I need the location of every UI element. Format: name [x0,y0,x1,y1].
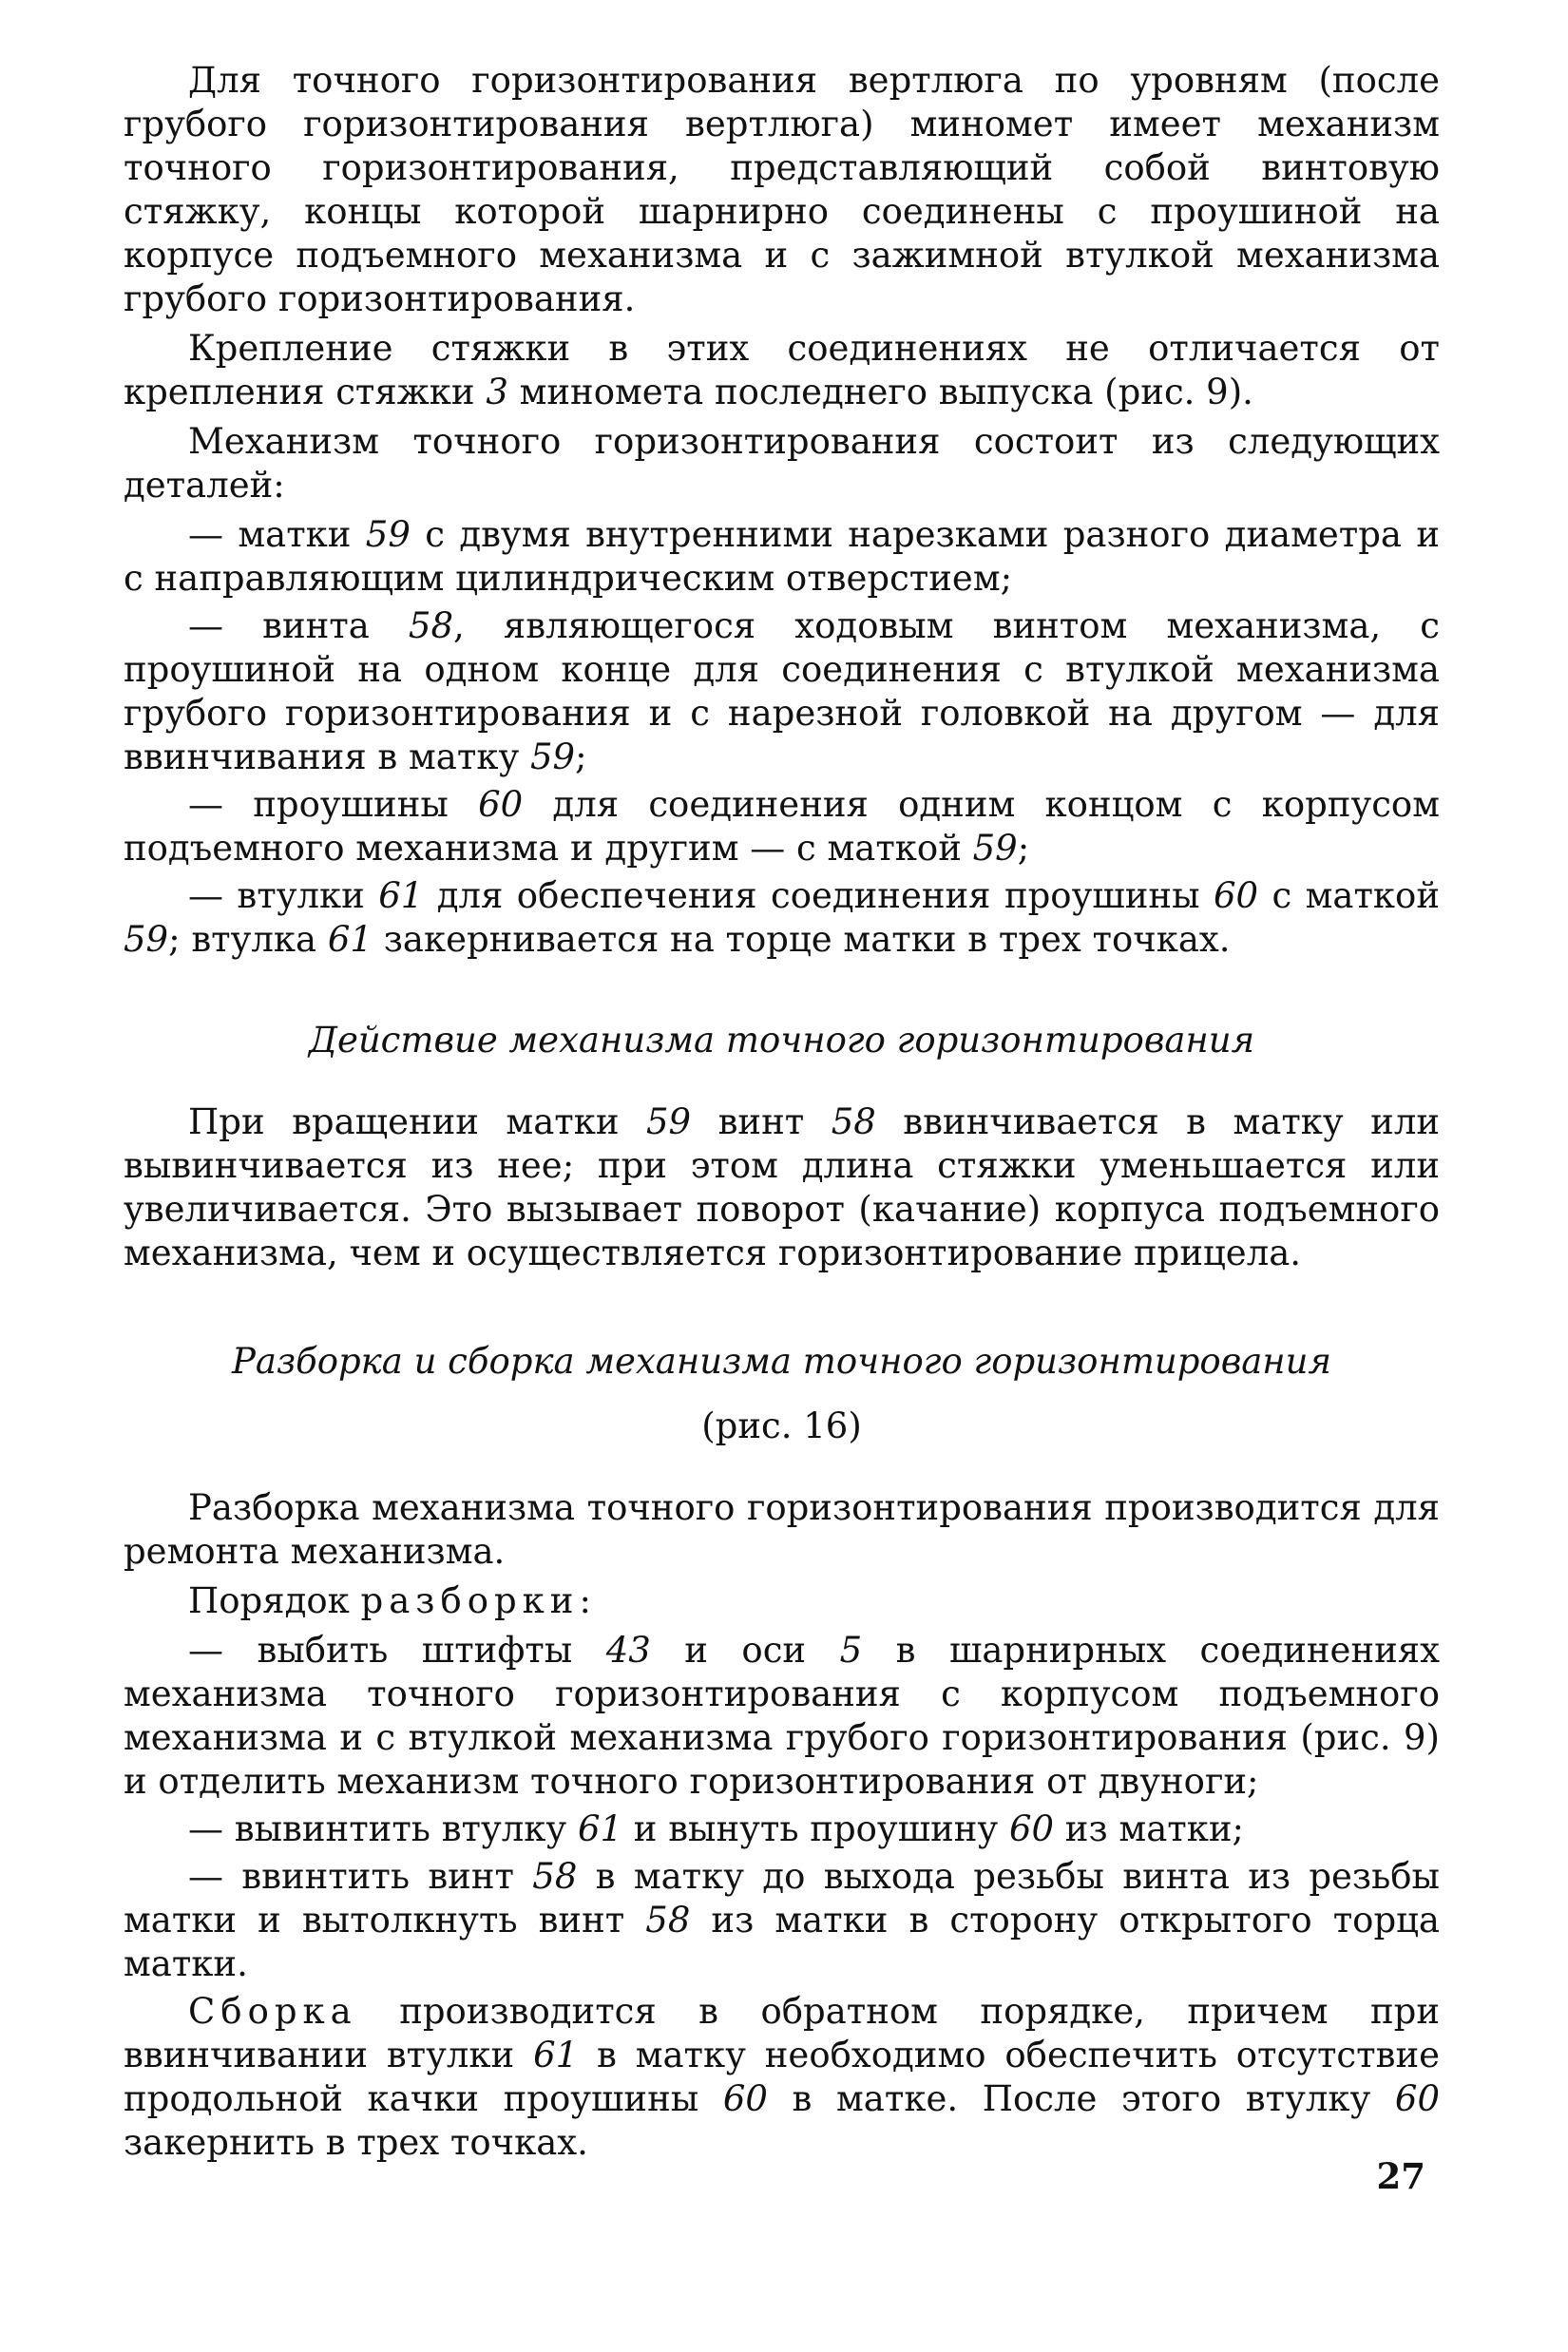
list-item-screw: — винта 58, являющегося ходовым винтом механизма, с проушиной на одном конце для соединения с втулкой механизма грубого горизонтирования и с нарезной головкой на другом — для ввинчивания в матку 59; [124,605,1440,777]
section-heading-operation: Действие механизма точного горизонтирования [308,1020,1255,1061]
paragraph-assembly: Сборка производится в обратном порядке, причем при ввинчивании втулки 61 в матку необходимо обеспечить отсутствие продольной качки проушины 60 в матке. После этого втулку 60 закернить в трех точках. [124,1991,1440,2163]
paragraph-disassembly-purpose: Разборка механизма точного горизонтирования производится для ремонта механизма. [124,1487,1440,1572]
paragraph-mounting: Крепление стяжки в этих соединениях не отличается от крепления стяжки 3 миномета последнего выпуска (рис. 9). [124,328,1440,412]
list-item-step-3: — ввинтить винт 58 в матку до выхода резьбы винта из резьбы матки и вытолкнуть винт 58 из матки в сторону открытого торца матки. [124,1856,1440,1984]
list-item-bushing: — втулки 61 для обеспечения соединения проушины 60 с маткой 59; втулка 61 закернивается на торце матки в трех точках. [124,875,1440,960]
figure-reference: (рис. 16) [701,1405,862,1446]
list-item-step-1: — выбить штифты 43 и оси 5 в шарнирных соединениях механизма точного горизонтирования с корпусом подъемного механизма и с втулкой механизма грубого горизонтирования (рис. 9) и отделить механизм точного горизонтирования от двуноги; [124,1630,1440,1802]
paragraph-operation: При вращении матки 59 винт 58 ввинчивается в матку или вывинчивается из нее; при этом длина стяжки уменьшается или увеличивается. Это вызывает поворот (качание) корпуса подъемного механизма, чем и осуществляется горизонтирование прицела. [124,1101,1440,1273]
list-item-step-2: — вывинтить втулку 61 и вынуть проушину 60 из матки; [188,1808,1244,1849]
document-page [124,59,1440,2170]
page-number: 27 [1376,2155,1425,2197]
paragraph-disassembly-order: Порядок разборки: [188,1580,591,1621]
paragraph-parts-intro: Механизм точного горизонтирования состоит из следующих деталей: [124,421,1440,506]
list-item-nut: — матки 59 с двумя внутренними нарезками разного диаметра и с направляющим цилиндрическим отверстием; [124,514,1440,599]
paragraph-intro: Для точного горизонтирования вертлюга по уровням (после грубого горизонтирования вертлюга) миномет имеет механизм точного горизонтирования, представляющий собой винтовую стяжку, концы которой шарнирно соединены с проушиной на корпусе подъемного механизма и с зажимной втулкой механизма грубого горизонтирования. [124,60,1440,319]
list-item-eyelet: — проушины 60 для соединения одним концом с корпусом подъемного механизма и другим — с маткой 59; [124,784,1440,869]
section-heading-disassembly: Разборка и сборка механизма точного горизонтирования [232,1341,1331,1382]
